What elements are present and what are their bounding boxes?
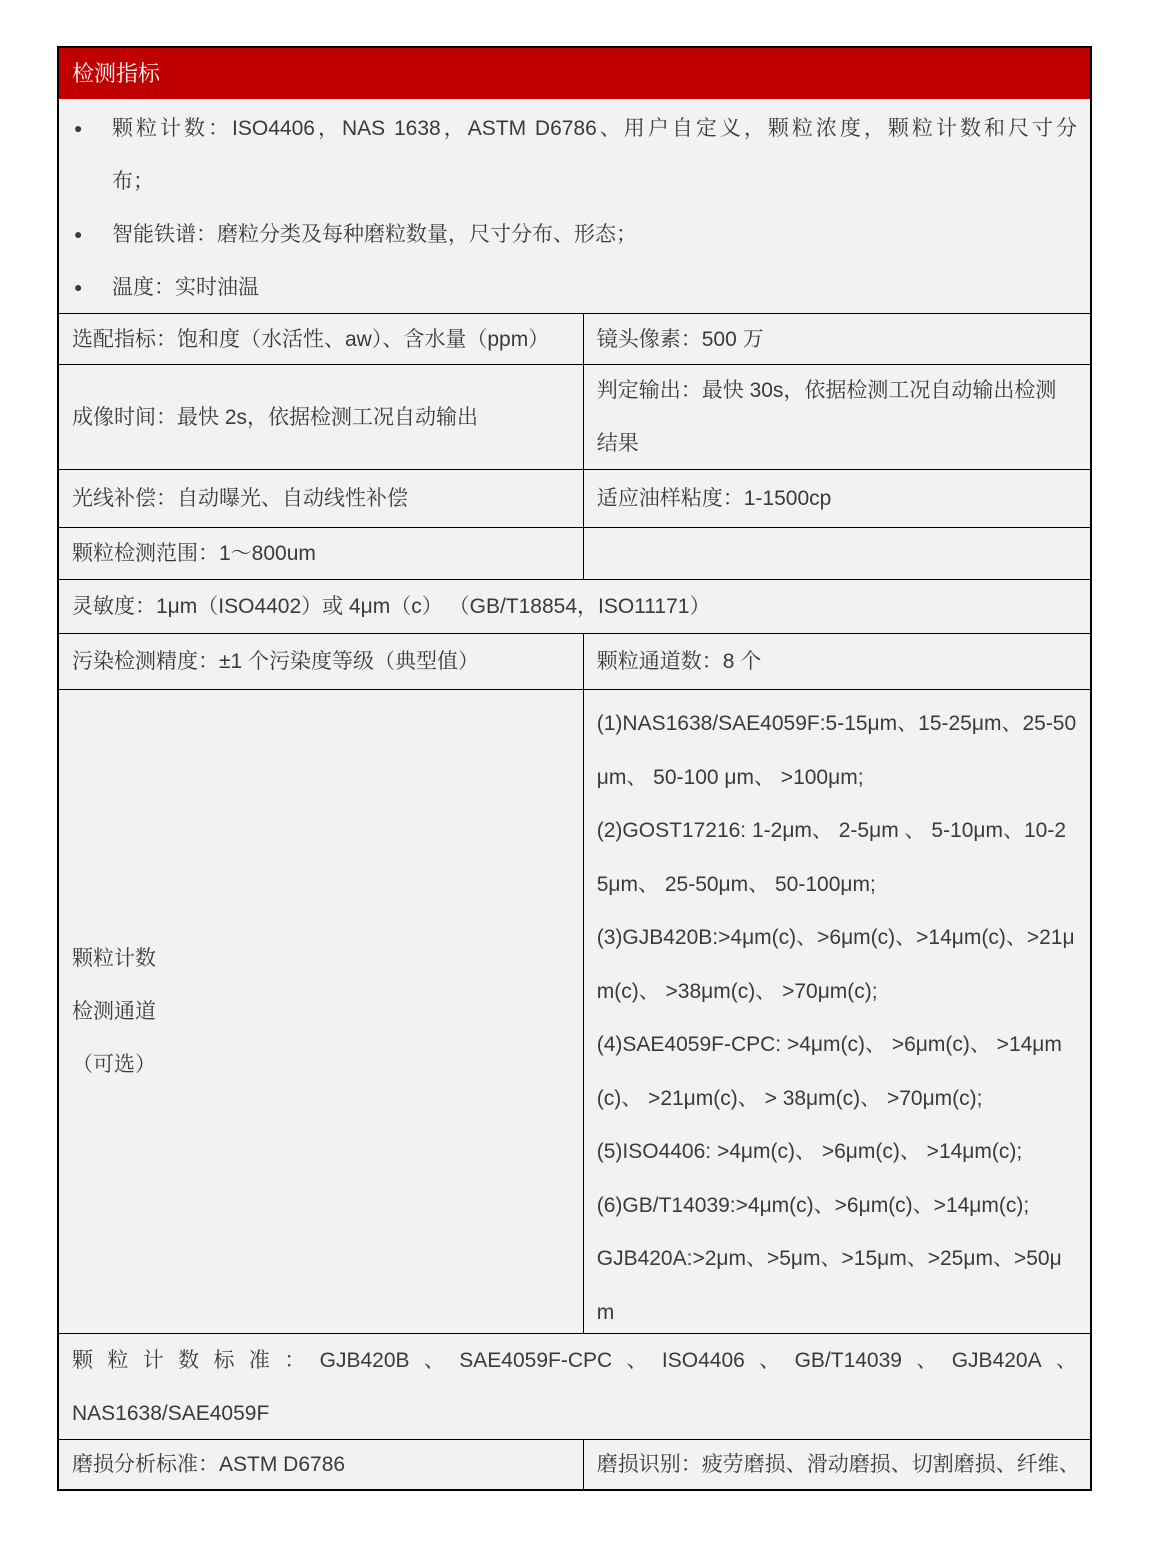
cell-oil-viscosity [583, 470, 1090, 527]
channel-item-iso4406: (5)ISO4406: >4μm(c)、 >6μm(c)、 >14μm(c); [596, 1140, 1023, 1163]
imaging-time-text: 成像时间：最快 2s，依据检测工况自动输出 [72, 405, 479, 429]
counting-standards-line: NAS1638/SAE4059F [72, 1401, 270, 1425]
counting-standards-text [72, 1334, 1077, 1439]
cell-light-compensation [59, 470, 583, 527]
cell-optional-metrics [59, 314, 583, 364]
row-contamination-accuracy [59, 633, 1090, 689]
cell-wear-recognition [583, 1440, 1090, 1489]
sensitivity-text: 灵敏度：1μm（ISO4402）或 4μm（c） （GB/T18854，ISO11171） [72, 595, 711, 618]
cell-counting-standards [59, 1334, 1090, 1439]
counting-standards-line: 颗粒计数标准：GJB420B、SAE4059F-CPC、ISO4406、GB/T14039、GJB420A、 [72, 1348, 1077, 1372]
cell-sensitivity [59, 580, 1090, 633]
spec-table [57, 46, 1092, 1491]
row-imaging-time [59, 364, 1090, 469]
bullet-icon: ● [74, 279, 83, 295]
oil-viscosity-text: 适应油样粘度：1-1500cp [596, 487, 832, 510]
cell-empty [583, 528, 1090, 579]
bullet-text-temperature: 温度：实时油温 [112, 276, 259, 299]
row-optional-metrics [59, 313, 1090, 364]
cell-judgment-output [583, 365, 1090, 469]
row-wear-analysis [59, 1439, 1090, 1489]
cell-particle-detection-range [59, 528, 583, 579]
bullet-item-smart-ferrography [74, 208, 1077, 261]
row-counting-standards [59, 1333, 1090, 1439]
channel-item-gost17216: (2)GOST17216: 1-2μm、 2-5μm 、 5-10μm、10-25μm、 25-50μm、 50-100μm; [596, 819, 1067, 896]
channels-label-line: 检测通道 [72, 1000, 156, 1023]
wear-analysis-standard-text: 磨损分析标准：ASTM D6786 [72, 1453, 346, 1476]
bullet-line: 布； [112, 170, 154, 193]
bullet-section [59, 99, 1090, 313]
cell-channels-label [59, 690, 583, 1333]
row-light-compensation [59, 469, 1090, 527]
bullet-text-particle-count [112, 102, 1077, 208]
bullet-item-temperature [74, 261, 1077, 314]
cell-camera-pixels [583, 314, 1090, 364]
bullet-item-particle-count [74, 102, 1077, 208]
cell-imaging-time [59, 365, 583, 469]
channel-item-gbt14039: (6)GB/T14039:>4μm(c)、>6μm(c)、>14μm(c); [596, 1193, 1030, 1217]
channel-item-nas1638: (1)NAS1638/SAE4059F:5-15μm、15-25μm、25-50μm、 50-100 μm、 >100μm; [596, 712, 1077, 789]
row-counting-channels [59, 689, 1090, 1333]
bullet-line: 颗粒计数：ISO4406，NAS 1638，ASTM D6786、用户自定义，颗粒浓度，颗粒计数和尺寸分 [112, 117, 1077, 140]
wear-recognition-text: 磨损识别：疲劳磨损、滑动磨损、切割磨损、纤维、 [596, 1453, 1080, 1476]
bullet-icon: ● [74, 226, 83, 242]
optional-metrics-text: 选配指标：饱和度（水活性、aw）、含水量（ppm） [72, 327, 550, 351]
light-compensation-text: 光线补偿：自动曝光、自动线性补偿 [72, 487, 408, 510]
particle-detection-range-text: 颗粒检测范围：1～800um [72, 542, 316, 565]
channel-item-sae4059f-cpc: (4)SAE4059F-CPC: >4μm(c)、 >6μm(c)、 >14μm(c)、 >21μm(c)、 > 38μm(c)、 >70μm(c); [596, 1033, 1062, 1110]
camera-pixels-text: 镜头像素：500 万 [596, 327, 764, 351]
bullet-text-smart-ferrography: 智能铁谱：磨粒分类及每种磨粒数量，尺寸分布、形态； [112, 223, 637, 246]
cell-channels-list [583, 690, 1090, 1333]
channel-item-gjb420a: GJB420A:>2μm、>5μm、>15μm、>25μm、>50μm [596, 1247, 1062, 1324]
channels-label-line: （可选） [72, 1053, 156, 1076]
channels-label-line: 颗粒计数 [72, 947, 156, 970]
contamination-accuracy-text: 污染检测精度：±1 个污染度等级（典型值） [72, 650, 480, 673]
row-particle-detection-range [59, 527, 1090, 579]
row-sensitivity [59, 579, 1090, 633]
cell-particle-channel-count [583, 634, 1090, 689]
bullet-icon: ● [74, 120, 83, 136]
judgment-output-text: 判定输出：最快 30s，依据检测工况自动输出检测结果 [596, 379, 1057, 455]
table-title: 检测指标 [72, 61, 161, 86]
cell-wear-analysis-standard [59, 1440, 583, 1489]
table-header [59, 48, 1090, 99]
cell-contamination-accuracy [59, 634, 583, 689]
particle-channel-count-text: 颗粒通道数：8 个 [596, 650, 762, 673]
channel-item-gjb420b: (3)GJB420B:>4μm(c)、>6μm(c)、>14μm(c)、>21μm(c)、 >38μm(c)、 >70μm(c); [596, 926, 1075, 1003]
